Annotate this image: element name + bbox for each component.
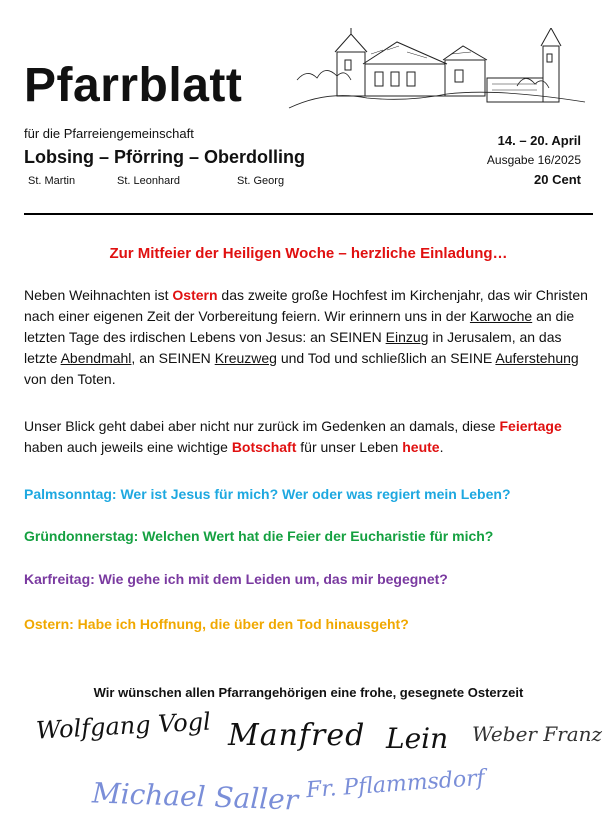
highlight-ostern: Ostern: [172, 287, 218, 303]
question-karfreitag: Karfreitag: Wie gehe ich mit dem Leiden um, das mir begegnet?: [24, 571, 448, 587]
intro-paragraph: [24, 285, 596, 390]
text: Unser Blick geht dabei aber nicht nur zurück im Gedenken an damals, diese: [24, 418, 500, 434]
signature-lein: Lein: [386, 722, 449, 755]
text: haben auch jeweils eine wichtige: [24, 439, 232, 455]
signature-wolfgang-vogl: Wolfgang Vogl: [35, 707, 212, 745]
question-gruendonnerstag: Gründonnerstag: Welchen Wert hat die Feier der Eucharistie für mich?: [24, 528, 494, 544]
underlined-kreuzweg: Kreuzweg: [214, 350, 277, 366]
easter-wishes: Wir wünschen allen Pfarrangehörigen eine frohe, gesegnete Osterzeit: [93, 685, 524, 700]
highlight-botschaft: Botschaft: [231, 439, 297, 455]
article-headline: Zur Mitfeier der Heiligen Woche – herzliche Einladung…: [109, 245, 508, 262]
text: in Jerusalem, an das letzte: [24, 329, 562, 366]
text: an die letzten Tage des irdischen Lebens von Jesus: an SEINEN: [24, 308, 575, 345]
saint-georg: St. Georg: [237, 175, 285, 187]
text: für unser Leben: [296, 439, 403, 455]
saint-leonhard: St. Leonhard: [117, 175, 180, 187]
text: von den Toten.: [24, 371, 116, 387]
text: und Tod und schließlich an SEINE: [276, 350, 496, 366]
signature-pflammsdorf: Fr. Pflammsdorf: [305, 765, 486, 804]
newsletter-title: Pfarrblatt: [24, 59, 243, 112]
signature-michael-saller: Michael Saller: [91, 776, 299, 817]
date-range: 14. – 20. April: [497, 133, 581, 148]
issue-number: Ausgabe 16/2025: [486, 153, 581, 167]
text: , an SEINEN: [131, 350, 215, 366]
signature-weber-franz: Weber Franz: [472, 722, 603, 746]
text: das zweite große Hochfest im Kirchenjahr, das wir Christen nach einer eigenen Zeit der Vorbereitung feiern. Wir erinnern uns in der: [24, 287, 588, 324]
second-paragraph: [24, 416, 596, 458]
underlined-abendmahl: Abendmahl: [60, 350, 132, 366]
underlined-karwoche: Karwoche: [469, 308, 533, 324]
text: .: [439, 439, 444, 455]
header-divider: [24, 213, 593, 215]
highlight-heute: heute: [402, 439, 440, 455]
signature-manfred: Manfred: [228, 718, 366, 753]
saint-martin: St. Martin: [28, 175, 76, 187]
underlined-auferstehung: Auferstehung: [495, 350, 579, 366]
underlined-einzug: Einzug: [385, 329, 429, 345]
price: 20 Cent: [534, 172, 581, 187]
church-drawing: [287, 28, 587, 118]
highlight-feiertage: Feiertage: [499, 418, 562, 434]
parish-names: Lobsing – Pförring – Oberdolling: [24, 147, 306, 167]
question-palmsonntag: Palmsonntag: Wer ist Jesus für mich? Wer oder was regiert mein Leben?: [24, 486, 511, 502]
question-ostern: Ostern: Habe ich Hoffnung, die über den Tod hinausgeht?: [24, 616, 409, 632]
text: Neben Weihnachten ist: [24, 287, 173, 303]
subtitle: für die Pfarreiengemeinschaft: [24, 126, 194, 141]
